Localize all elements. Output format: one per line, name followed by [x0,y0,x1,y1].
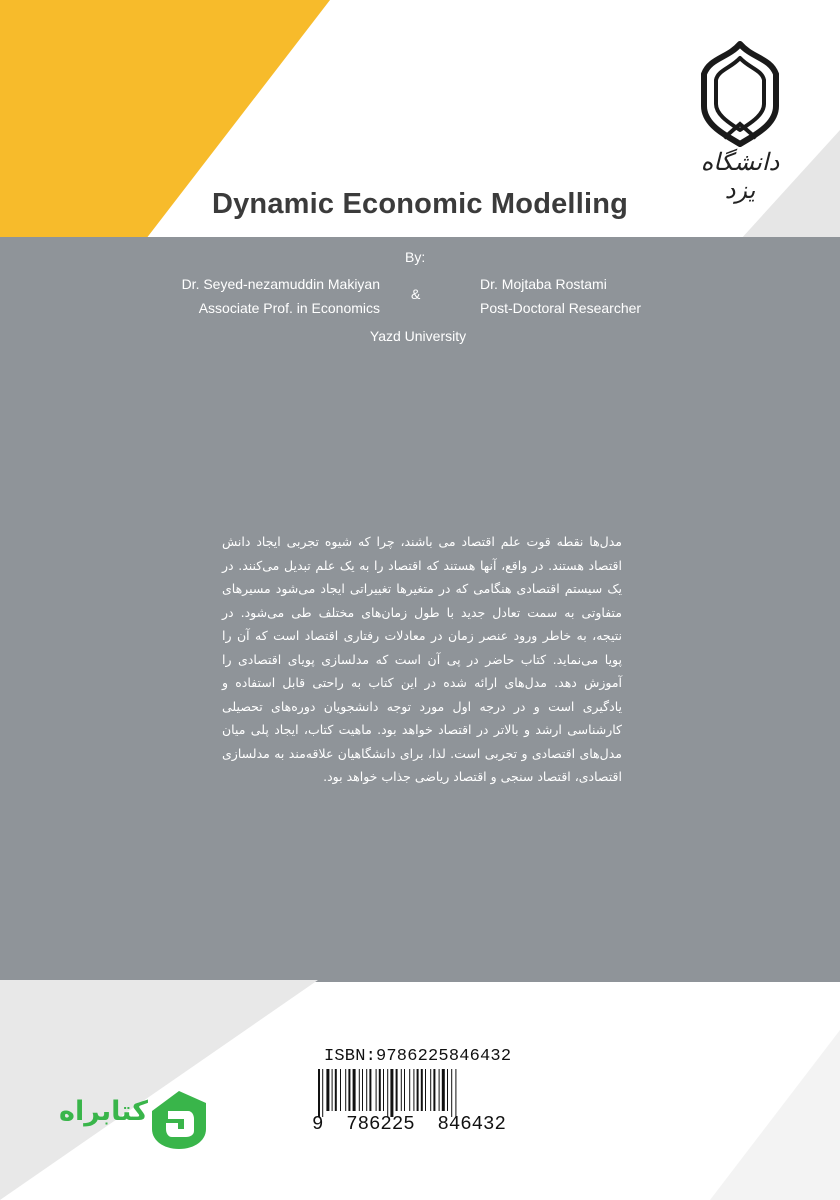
author-separator: & [411,286,421,302]
barcode-bar [433,1069,435,1111]
barcode-bar [404,1069,405,1111]
barcode-bar [340,1069,341,1111]
author-role: Associate Prof. in Economics [198,300,380,316]
barcode-bar [345,1069,346,1111]
publisher-logo-icon [148,1089,210,1155]
barcode-bar [425,1069,426,1111]
author-name: Dr. Mojtaba Rostami [480,276,607,292]
barcode-bar [401,1069,402,1111]
barcode-bar [439,1069,440,1111]
bottom-right-grey-shape [710,1030,840,1200]
isbn-digit-first: 9 [312,1113,324,1135]
book-title: Dynamic Economic Modelling [211,188,629,220]
barcode-bar [359,1069,360,1111]
barcode-bar [379,1069,381,1111]
barcode-bar [335,1069,337,1111]
barcode-bar [332,1069,333,1111]
barcode-bar [322,1069,323,1117]
university-name-fa: دانشگاه یزد [700,148,780,204]
barcode-bar [396,1069,398,1111]
publisher-name: کتابراه [59,1096,148,1127]
isbn-label: ISBN:9786225846432 [324,1047,512,1066]
barcode-bars [318,1069,506,1117]
barcode-bar [366,1069,367,1111]
barcode-bar [353,1069,356,1111]
barcode-bar [348,1069,350,1111]
barcode-bar [451,1069,452,1117]
barcode-bar [362,1069,363,1111]
barcode-bar [417,1069,419,1111]
barcode-bar [455,1069,456,1117]
barcode-bar [376,1069,377,1111]
barcode-bar [421,1069,423,1111]
barcode-bar [369,1069,371,1111]
book-summary-fa: مدل‌ها نقطه قوت علم اقتصاد می باشند، چرا که شیوه تجربی ایجاد دانش اقتصاد هستند. در واقع، آنها هستند که اقتصاد را به یک علم تبدیل می‌کنند. در یک سیستم اقتصادی هنگامی که در متغیرها تغییراتی ایجاد می‌شود مسیرهای متفاوتی به سمت تعادل جدید با طول زمان‌های مختلف طی می‌شود. در نتیجه، به خاطر ورود عنصر زمان در معادلات رفتاری اقتصاد است که آن را پویا می‌نماید. کتاب حاضر در پی آن است که مدلسازی پویای اقتصادی را آموزش دهد. مدل‌های ارائه شده در این کتاب به راحتی قابل استفاده و یادگیری است و در درجه اول مورد توجه دانشجویان دوره‌های تحصیلی کارشناسی ارشد و بالاتر در اقتصاد خواهد بود. ماهیت کتاب، ایجاد پلی میان مدل‌های اقتصادی و تجربی است. لذا، برای دانشگاهیان علاقه‌مند به مدلسازی اقتصادی، اقتصاد سنجی و اقتصاد ریاضی جذاب خواهد بود. [222,534,622,784]
isbn-digit-group1: 786225 [346,1113,415,1135]
barcode-bar [318,1069,320,1117]
author-rostami [480,272,690,320]
author-role: Post-Doctoral Researcher [480,300,642,316]
barcode-bar [390,1069,393,1117]
isbn-barcode [312,1045,512,1137]
barcode-bar [442,1069,445,1111]
barcode-bar [413,1069,414,1111]
by-label: By: [405,249,426,265]
author-name: Dr. Seyed-nezamuddin Makiyan [181,276,380,292]
barcode-bar [326,1069,329,1111]
barcode-bar [447,1069,448,1111]
barcode-bar [383,1069,384,1111]
author-makiyan [150,272,380,320]
barcode-bar [387,1069,388,1117]
isbn-digit-group2: 846432 [437,1113,506,1135]
barcode-bar [430,1069,431,1111]
isbn-digits [312,1113,512,1135]
barcode-bar [409,1069,410,1111]
affiliation: Yazd University [369,328,467,344]
